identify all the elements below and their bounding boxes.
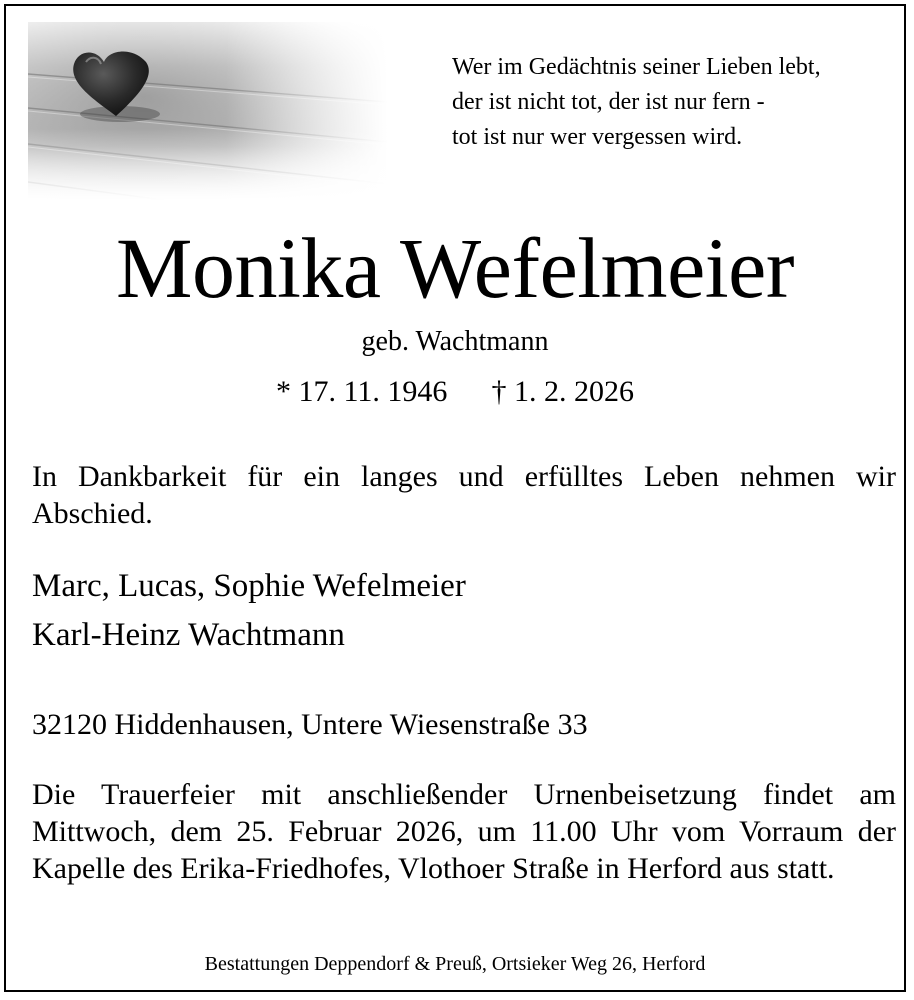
death-date: † 1. 2. 2026: [491, 375, 634, 408]
deceased-name: Monika Wefelmeier: [116, 220, 794, 316]
heart-icon: [28, 22, 388, 200]
mourner-line: Karl-Heinz Wachtmann: [32, 617, 345, 653]
quote-line: der ist nicht tot, der ist nur fern -: [452, 89, 765, 115]
maiden-name: geb. Wachtmann: [361, 326, 549, 357]
obituary-notice: [4, 4, 906, 992]
heart-on-wood-photo: [28, 22, 388, 200]
memorial-quote: [452, 50, 896, 155]
birth-date: * 17. 11. 1946: [276, 375, 448, 408]
quote-line: Wer im Gedächtnis seiner Lieben lebt,: [452, 54, 821, 80]
mourner-line: Marc, Lucas, Sophie Wefelmeier: [32, 568, 466, 604]
funeral-home: Bestattungen Deppendorf & Preuß, Ortsieker Weg 26, Herford: [204, 953, 706, 975]
farewell-text: In Dankbarkeit für ein langes und erfülltes Leben nehmen wir Abschied.: [32, 460, 896, 530]
life-dates: [6, 372, 904, 412]
mourners-list: [32, 562, 466, 660]
ceremony-text: Die Trauerfeier mit anschließender Urnenbeisetzung findet am Mittwoch, dem 25. Februar 2026, um 11.00 Uhr vom Vorraum der Kapelle des Erika-Friedhofes, Vlothoer Straße in Herford aus statt.: [32, 778, 896, 885]
family-address: 32120 Hiddenhausen, Untere Wiesenstraße 33: [32, 708, 588, 741]
quote-line: tot ist nur wer vergessen wird.: [452, 124, 743, 150]
